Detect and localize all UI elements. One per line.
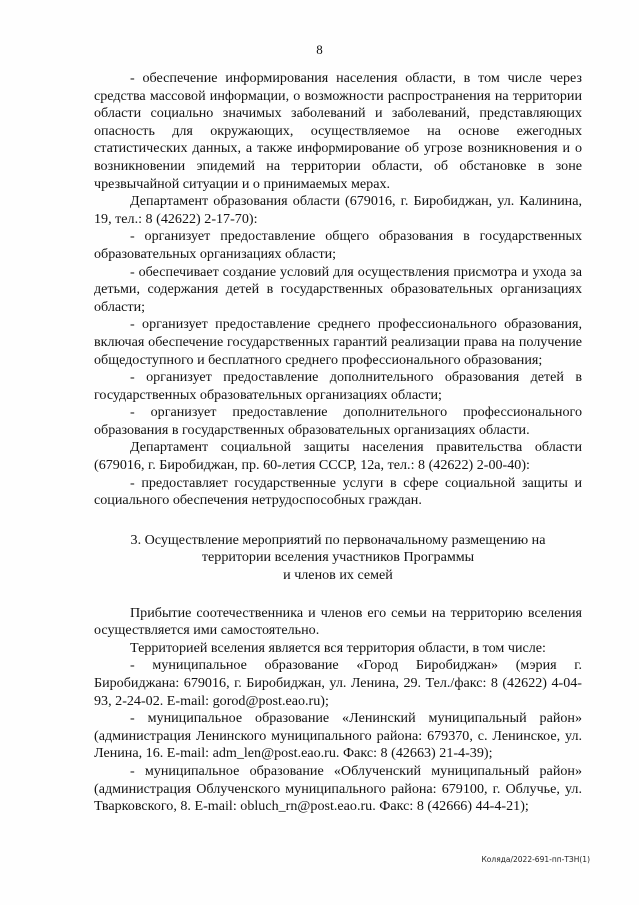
page-number: 8 (316, 42, 323, 57)
document-code-footer: Коляда/2022-691-пп-ТЗН(1) (481, 855, 590, 864)
paragraph: Департамент социальной защиты населения правительства области (679016, г. Биробиджан, пр. 60-летия СССР, 12а, тел.: 8 (42622) 2-00-40): (94, 439, 582, 474)
paragraph: Прибытие соотечественника и членов его семьи на территорию вселения осуществляется ими самостоятельно. (94, 604, 582, 639)
paragraph: - муниципальное образование «Ленинский муниципальный район» (администрация Ленинского муниципального района: 679370, с. Ленинское, ул. Ленина, 16. E-mail: adm_len@post.eao.ru. Факс: 8 (42663) 21-4-39); (94, 710, 582, 762)
section-heading (94, 532, 582, 585)
paragraph: - обеспечение информирования населения области, в том числе через средства массовой информации, о возможности распространения на территории области социально значимых заболеваний и заболеваний, представляющих опасность для окружающих, осуществляемое на основе ежегодных статистических данных, а также информирование об угрозе возникновения и о возникновении эпидемий на территории области, об обстановке в зоне чрезвычайной ситуации и о принимаемых мерах. (94, 70, 582, 192)
paragraph: Территорией вселения является вся территория области, в том числе: (130, 639, 546, 656)
paragraph: - муниципальное образование «Город Биробиджан» (мэрия г. Биробиджана: 679016, г. Биробиджан, ул. Ленина, 29. Тел./факс: 8 (42622) 4-04-93, 2-24-02. E-mail: gorod@post.eao.ru); (94, 657, 582, 709)
paragraph: - организует предоставление общего образования в государственных образовательных организациях области; (94, 228, 582, 262)
document-body (94, 70, 582, 816)
section-heading-line: 3. Осуществление мероприятий по первоначальному размещению на (130, 531, 546, 548)
paragraph: - предоставляет государственные услуги в сфере социальной защиты и социального обеспечения нетрудоспособных граждан. (94, 474, 582, 509)
section-heading-line: территории вселения участников Программы (201, 549, 475, 566)
paragraph: - организует предоставление дополнительного профессионального образования в государственных образовательных организациях области. (94, 404, 582, 438)
paragraph: - обеспечивает создание условий для осуществления присмотра и ухода за детьми, содержания детей в государственных образовательных организациях области; (94, 263, 582, 315)
paragraph: - организует предоставление среднего профессионального образования, включая обеспечение государственных гарантий реализации права на получение общедоступного и бесплатного среднего профессионального образования; (94, 316, 582, 368)
section-heading-line: и членов их семей (283, 567, 393, 584)
paragraph: - муниципальное образование «Облученский муниципальный район» (администрация Облученского муниципального района: 679100, г. Облучье, ул. Тварковского, 8. E-mail: obluch_rn@post.eao.ru. Факс: 8 (42666) 44-4-21); (94, 762, 582, 815)
paragraph: Департамент образования области (679016, г. Биробиджан, ул. Калинина, 19, тел.: 8 (42622) 2-17-70): (94, 193, 582, 227)
paragraph: - организует предоставление дополнительного образования детей в государственных образовательных организациях области; (94, 369, 582, 403)
